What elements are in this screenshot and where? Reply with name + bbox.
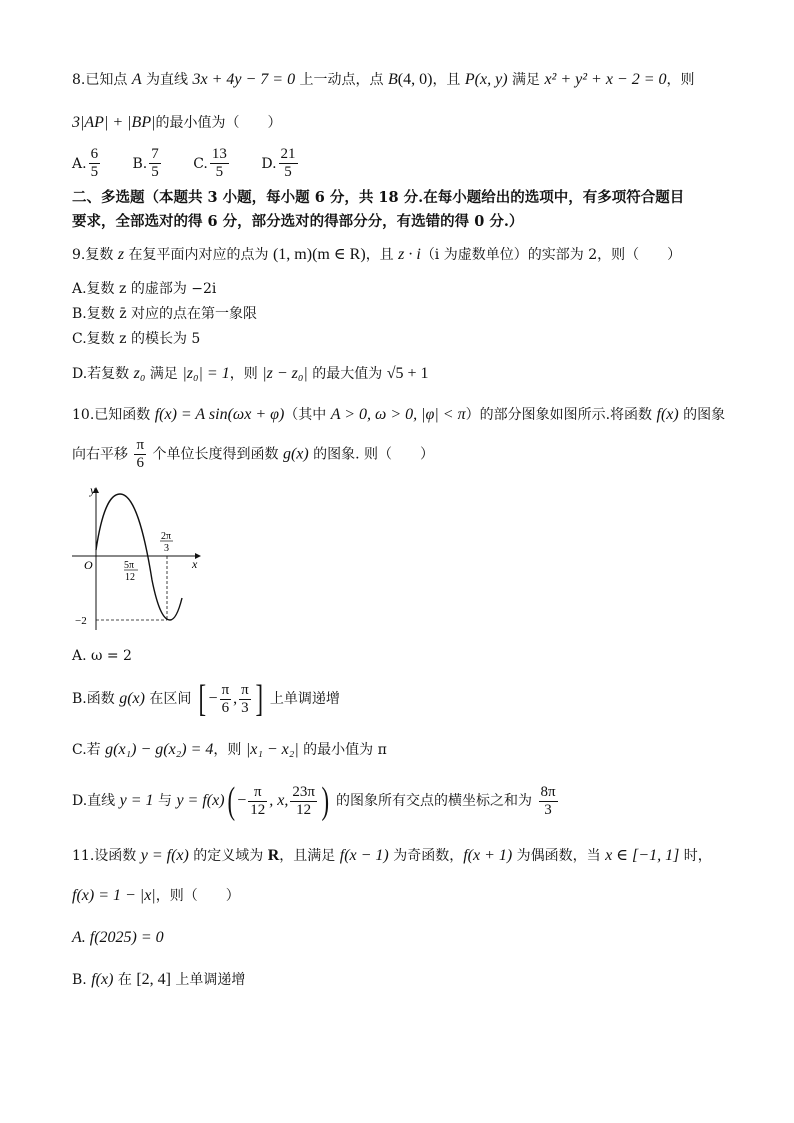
q11-stem-line2: f(x) = 1 − |x|，则（ ） — [72, 887, 240, 904]
tick-5pi12-den: 12 — [125, 572, 135, 583]
q10-option-d: D.直线 y = 1 与 y = f(x)( − $\frac{\pi}{12}$ , x, $\frac{23\pi}{12}$ ) 的图象所有交点的横坐标之和为 $\frac{8\pi}{3}$ — [72, 780, 556, 822]
q8-option-d: D. $\frac{21}{5}$ — [261, 146, 296, 180]
q11-option-b: B. f(x) 在 [2, 4] 上单调递增 — [72, 971, 246, 988]
q10-option-c: C.若 g(x₁) − g(x₂) = 4，则 |x₁ − x₂| 的最小值为 π — [72, 741, 387, 758]
q10-stem-line1: 10.已知函数 f(x) = A sin(ωx + φ)（其中 A > 0, ω > 0, |φ| < π）的部分图象如图所示.将函数 f(x) 的图象 — [72, 406, 726, 423]
tick-2pi3-num: 2π — [161, 531, 172, 542]
q8-line2: 3|AP| + |BP|的最小值为（ ） — [72, 114, 282, 131]
origin-label: O — [84, 558, 93, 572]
q10-function-graph — [72, 480, 212, 630]
q8-line1: 8.已知点 A 为直线 3x + 4y − 7 = 0 上一动点，点 B(4, 0)，且 P(x, y) 满足 x² + y² + x − 2 = 0，则 — [72, 71, 695, 88]
y-axis-label: y — [90, 483, 96, 497]
q9-option-c: C.复数 z 的模长为 5 — [72, 331, 201, 347]
q10-stem-line2: 向右平移 $\frac{\pi}{6}$ 个单位长度得到函数 g(x) 的图象. 则（ ） — [72, 437, 435, 471]
q8-option-b: B. $\frac{7}{5}$ — [132, 146, 159, 180]
q8-options — [72, 146, 326, 181]
tick-minus2: −2 — [75, 615, 87, 627]
q10-option-a: A. ω = 2 — [72, 648, 132, 664]
tick-5pi12-num: 5π — [124, 560, 135, 571]
q9-option-b: B.复数 z̄ 对应的点在第一象限 — [72, 306, 258, 322]
q8-option-c: C. $\frac{13}{5}$ — [193, 146, 227, 180]
q9-option-d: D.若复数 z₀ 满足 |z₀| = 1，则 |z − z₀| 的最大值为 √5 + 1 — [72, 365, 429, 382]
q9-option-a: A.复数 z 的虚部为 −2i — [72, 281, 217, 297]
section-heading-line1: 二、多选题（本题共 3 小题，每小题 6 分，共 18 分.在每小题给出的选项中，有多项符合题目 — [72, 189, 685, 206]
x-axis-label: x — [192, 557, 198, 571]
sine-curve — [96, 494, 182, 620]
q11-option-a: A. f(2025) = 0 — [72, 929, 164, 946]
q10-option-b: B.函数 g(x) 在区间 [ − $\frac{\pi}{6}$ , $\frac{\pi}{3}$ ] 上单调递增 — [72, 678, 340, 720]
q9-stem: 9.复数 z 在复平面内对应的点为 (1, m)(m ∈ R)，且 z · i（i 为虚数单位）的实部为 2，则（ ） — [72, 246, 682, 263]
q8-option-a: A. $\frac{6}{5}$ — [72, 146, 99, 180]
section-heading-line2: 要求，全部选对的得 6 分，部分选对的得部分分，有选错的得 0 分.） — [72, 213, 524, 230]
q11-stem-line1: 11.设函数 y = f(x) 的定义域为 R，且满足 f(x − 1) 为奇函数，f(x + 1) 为偶函数，当 x ∈ [−1, 1] 时， — [72, 847, 712, 864]
tick-2pi3-den: 3 — [164, 543, 169, 554]
